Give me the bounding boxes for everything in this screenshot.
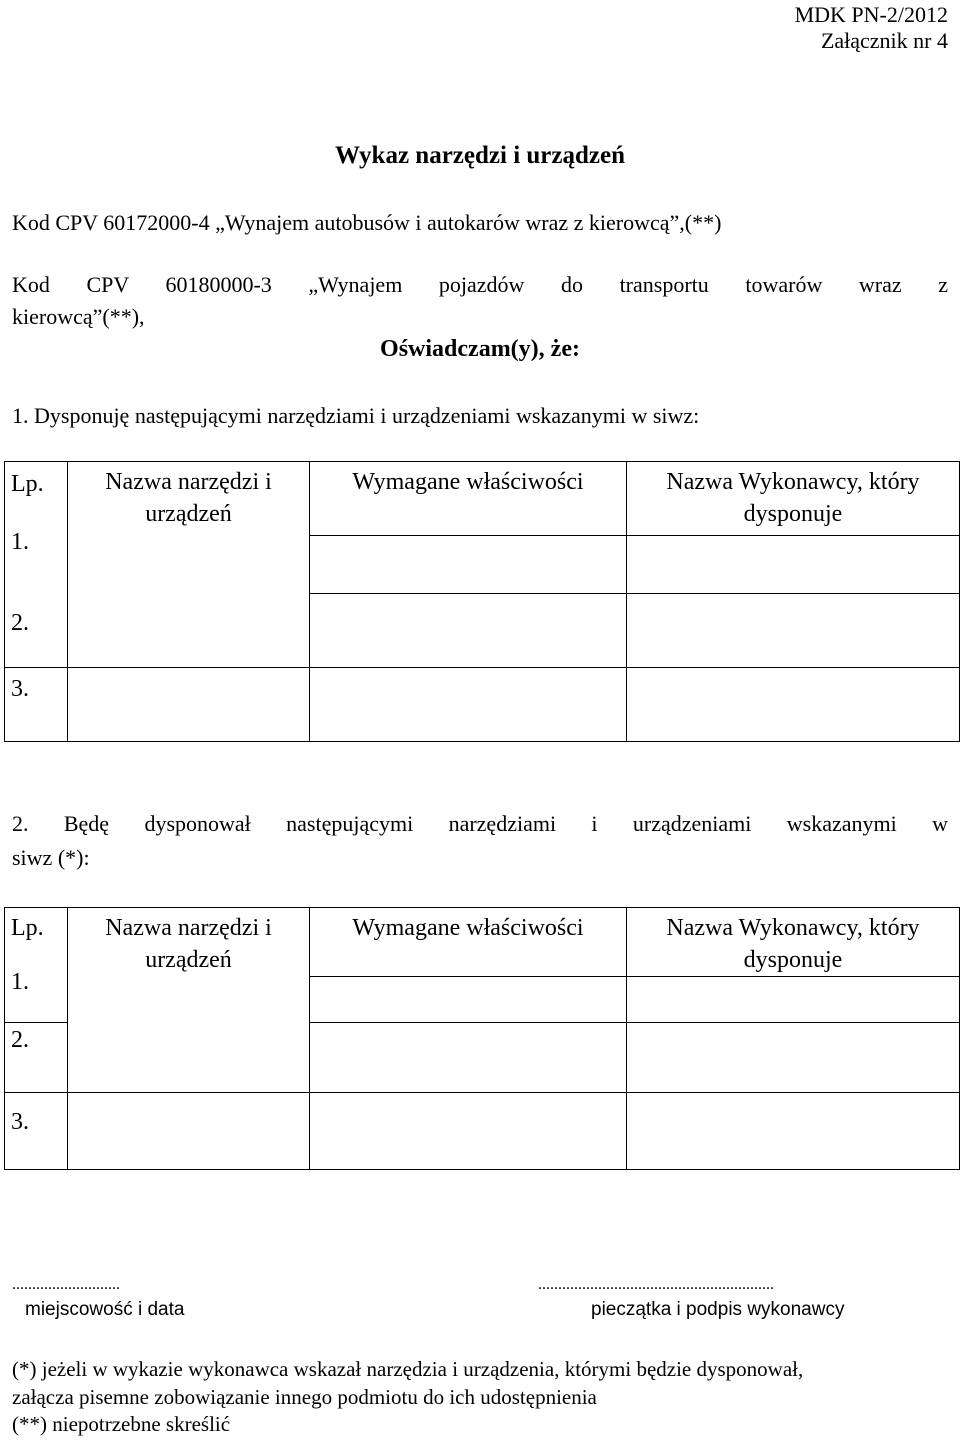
signature-dots: ........................................................... xyxy=(538,1276,774,1293)
table2-row1-contractor[interactable] xyxy=(627,977,960,1023)
table2-row2-contractor[interactable] xyxy=(627,1023,960,1093)
table1-row3-contractor[interactable] xyxy=(627,668,960,742)
document-reference: MDK PN-2/2012 xyxy=(794,2,948,27)
table1-row1-properties[interactable] xyxy=(310,536,627,594)
properties-column-header-2: Wymagane właściwości xyxy=(310,908,627,977)
footnote-2: (**) niepotrzebne skreślić xyxy=(12,1412,231,1436)
cpv-code-1: Kod CPV 60172000-4 „Wynajem autobusów i autokarów wraz z kierowcą”,(**) xyxy=(12,210,722,235)
stamp-signature-label: pieczątka i podpis wykonawcy xyxy=(591,1299,845,1320)
place-date-label: miejscowość i data xyxy=(25,1299,185,1320)
section-2-text-line2: siwz (*): xyxy=(12,845,90,870)
row-number-3: 3. xyxy=(5,668,68,742)
table1-row3-properties[interactable] xyxy=(310,668,627,742)
footnote-1-line1: (*) jeżeli w wykazie wykonawca wskazał narzędzia i urządzenia, którymi będzie dysponował, xyxy=(12,1357,804,1381)
cpv-code-2-line1: Kod CPV 60180000-3 „Wynajem pojazdów do transportu towarów wraz z xyxy=(12,272,948,297)
place-date-dots: ........................... xyxy=(12,1276,120,1293)
table2-row3-properties[interactable] xyxy=(310,1093,627,1170)
table2-row2-properties[interactable] xyxy=(310,1023,627,1093)
lp-cell xyxy=(5,462,68,594)
contractor-column-header: Nazwa Wykonawcy, który dysponuje xyxy=(627,462,960,536)
lp-cell-2 xyxy=(5,908,68,1023)
equipment-table-2 xyxy=(4,907,960,1170)
cpv-code-2-line2: kierowcą”(**), xyxy=(12,304,145,329)
attachment-number: Załącznik nr 4 xyxy=(820,28,948,53)
row-number-1: 1. xyxy=(11,529,29,555)
section-1-text: 1. Dysponuję następującymi narzędziami i urządzeniami wskazanymi w siwz: xyxy=(12,403,700,428)
name-column-header-2: Nazwa narzędzi i urządzeń xyxy=(68,908,310,1093)
name-column-header: Nazwa narzędzi i urządzeń xyxy=(68,462,310,668)
row-number-2: 2. xyxy=(5,594,68,668)
table2-row3-name[interactable] xyxy=(68,1093,310,1170)
table1-row1-contractor[interactable] xyxy=(627,536,960,594)
t2-row-number-3: 3. xyxy=(5,1093,68,1170)
lp-header-2: Lp. xyxy=(11,915,44,941)
table1-row3-name[interactable] xyxy=(68,668,310,742)
t2-row-number-2: 2. xyxy=(5,1023,68,1093)
footnote-1-line2: załącza pisemne zobowiązanie innego podmiotu do ich udostępnienia xyxy=(12,1385,597,1409)
table1-row2-contractor[interactable] xyxy=(627,594,960,668)
table2-row1-properties[interactable] xyxy=(310,977,627,1023)
table1-row2-properties[interactable] xyxy=(310,594,627,668)
contractor-column-header-2: Nazwa Wykonawcy, który dysponuje xyxy=(627,908,960,977)
table2-row3-contractor[interactable] xyxy=(627,1093,960,1170)
t2-row-number-1: 1. xyxy=(11,969,29,995)
page-title: Wykaz narzędzi i urządzeń xyxy=(334,142,625,169)
properties-column-header: Wymagane właściwości xyxy=(310,462,627,536)
section-2-text-line1: 2. Będę dysponował następującymi narzędziami i urządzeniami wskazanymi w xyxy=(12,811,948,836)
lp-header: Lp. xyxy=(11,471,44,497)
equipment-table-1 xyxy=(4,461,960,742)
declaration-heading: Oświadczam(y), że: xyxy=(380,336,580,362)
